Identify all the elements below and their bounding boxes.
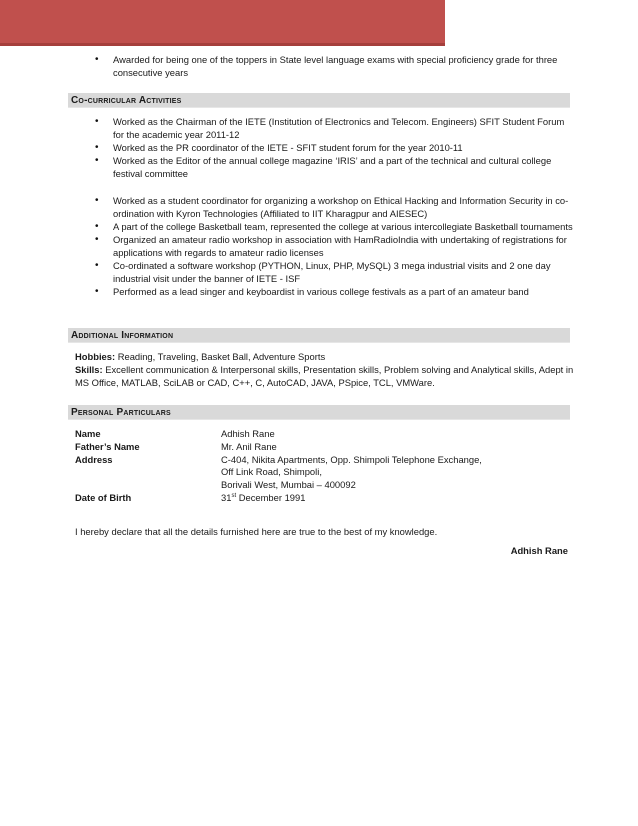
personal-particulars-table (75, 428, 521, 505)
list-item: • Worked as the Editor of the annual college magazine ‘IRIS’ and a part of the technical and cultural college festival committee (95, 154, 573, 180)
father-name-label: Father’s Name (75, 440, 140, 452)
name-value: Adhish Rane (221, 428, 275, 439)
dob-label: Date of Birth (75, 491, 132, 503)
table-row (75, 454, 521, 492)
dob-rest: December 1991 (238, 491, 306, 503)
list-item: • Worked as the PR coordinator of the IETE - SFIT student forum for the year 2010-11 (95, 141, 573, 154)
list-item: • Organized an amateur radio workshop in association with HamRadioIndia with undertaking of registrations for applications with regards to amateur radio licenses (95, 233, 573, 259)
list-item: • Worked as the Chairman of the IETE (Institution of Electronics and Telecom. Engineers) SFIT Student Forum for the academic year 2011-12 (95, 115, 573, 141)
list-item: • Worked as a student coordinator for organizing a workshop on Ethical Hacking and Information Security in co-ordination with Kyron Technologies (Affiliated to IIT Kharagpur and AIESEC) (95, 194, 573, 220)
skills-label: Skills: (75, 364, 103, 375)
dob-day: 31 (221, 491, 232, 503)
dob-suffix: st (231, 492, 237, 499)
declaration-text: I hereby declare that all the details furnished here are true to the best of my knowledge. (75, 526, 438, 537)
list-item: • Awarded for being one of the toppers in State level language exams with special proficiency grade for three consecutive years (95, 53, 573, 79)
address-value (221, 454, 521, 492)
skills-value: Excellent communication & Interpersonal skills, Presentation skills, Problem solving and Analytical skills, Adept in MS Office, MATLAB, SciLAB or CAD, C++, C, AutoCAD, JAVA, PSpice, TCL, VMWare. (75, 364, 574, 388)
header-accent-bar (0, 0, 445, 46)
list-item: • A part of the college Basketball team, represented the college at various intercollegiate Basketball tournaments (95, 220, 573, 233)
dob-value (221, 492, 521, 505)
table-row (75, 428, 521, 441)
achievements-list (95, 53, 573, 79)
address-line: Borivali West, Mumbai – 400092 (221, 479, 356, 491)
table-row (75, 492, 521, 505)
father-name-value: Mr. Anil Rane (221, 440, 277, 452)
table-row (75, 441, 521, 454)
hobbies-label: Hobbies: (75, 351, 116, 362)
address-label: Address (75, 453, 113, 465)
section-heading-cocurricular: Co-curricular Activities (68, 93, 570, 108)
address-line: Off Link Road, Shimpoli, (221, 466, 322, 478)
section-heading-personal: Personal Particulars (68, 405, 570, 420)
hobbies-value: Reading, Traveling, Basket Ball, Adventure Sports (117, 351, 326, 362)
list-item: • Co-ordinated a software workshop (PYTHON, Linux, PHP, MySQL) 3 mega industrial visits and 2 one day industrial visit under the banner of IETE - ISF (95, 259, 573, 285)
address-line: C-404, Nikita Apartments, Opp. Shimpoli Telephone Exchange, (221, 453, 482, 465)
name-label: Name (75, 428, 101, 439)
hobbies-line (75, 350, 575, 363)
section-heading-additional: Additional Information (68, 328, 570, 343)
list-item: • Performed as a lead singer and keyboardist in various college festivals as a part of an amateur band (95, 285, 573, 298)
cocurricular-list (95, 115, 573, 298)
signature-name: Adhish Rane (510, 545, 568, 556)
skills-line (75, 363, 575, 389)
